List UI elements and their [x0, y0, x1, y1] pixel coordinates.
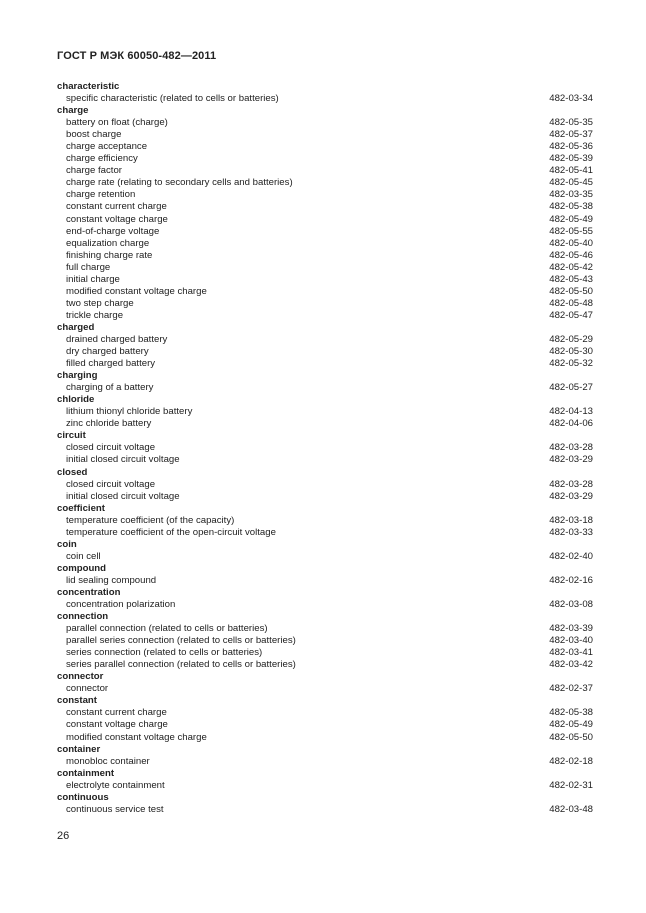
entry-code: 482-05-35 [549, 117, 593, 129]
entry-code: 482-03-18 [549, 514, 593, 526]
entry-term: parallel connection (related to cells or batteries) [66, 623, 268, 635]
index-entry [57, 382, 593, 394]
entry-term: lid sealing compound [66, 574, 157, 586]
index-entry [57, 310, 593, 322]
index-entry [57, 732, 593, 744]
entry-code: 482-05-47 [549, 309, 593, 321]
index-entry [57, 165, 593, 177]
entry-code: 482-02-16 [549, 574, 593, 586]
index-group [57, 768, 593, 792]
entry-term: monobloc container [66, 755, 150, 767]
index-entry [57, 527, 593, 539]
entry-term: end-of-charge voltage [66, 225, 160, 237]
index-entry [57, 418, 593, 430]
entry-term: constant voltage charge [66, 719, 168, 731]
index-entry [57, 177, 593, 189]
index-entry [57, 201, 593, 213]
entry-code: 482-05-41 [549, 165, 593, 177]
index-entry [57, 117, 593, 129]
entry-term: electrolyte containment [66, 779, 165, 791]
entry-code: 482-05-32 [549, 358, 593, 370]
index-keyword: constant [57, 695, 97, 707]
entry-term: dry charged battery [66, 346, 149, 358]
entry-code: 482-05-55 [549, 225, 593, 237]
entry-term: modified constant voltage charge [66, 285, 207, 297]
index-keyword: charged [57, 321, 95, 333]
entry-term: temperature coefficient (of the capacity) [66, 514, 235, 526]
index-group [57, 81, 593, 105]
index-group [57, 105, 593, 322]
index-entry [57, 274, 593, 286]
entry-term: full charge [66, 261, 111, 273]
index-group [57, 467, 593, 503]
entry-code: 482-05-46 [549, 249, 593, 261]
entry-code: 482-04-13 [549, 406, 593, 418]
index-entry [57, 442, 593, 454]
entry-code: 482-05-36 [549, 141, 593, 153]
entry-term: boost charge [66, 129, 122, 141]
entry-term: charge efficiency [66, 153, 138, 165]
entry-code: 482-03-35 [549, 189, 593, 201]
entry-code: 482-05-39 [549, 153, 593, 165]
index-entry [57, 334, 593, 346]
entry-term: concentration polarization [66, 599, 176, 611]
index-entry [57, 250, 593, 262]
index-group [57, 695, 593, 743]
entry-term: parallel series connection (related to cells or batteries) [66, 635, 296, 647]
index-entry [57, 551, 593, 563]
entry-code: 482-02-37 [549, 683, 593, 695]
entry-term: initial charge [66, 273, 120, 285]
entry-code: 482-05-48 [549, 297, 593, 309]
entry-code: 482-03-33 [549, 526, 593, 538]
index-group [57, 503, 593, 539]
entry-code: 482-03-29 [549, 490, 593, 502]
index-entry [57, 153, 593, 165]
index-keyword: compound [57, 562, 107, 574]
entry-term: closed circuit voltage [66, 442, 156, 454]
index-keyword: coefficient [57, 502, 105, 514]
index-group [57, 744, 593, 768]
entry-term: series parallel connection (related to cells or batteries) [66, 659, 296, 671]
page-header: ГОСТ Р МЭК 60050-482—2011 [57, 50, 217, 62]
entry-term: two step charge [66, 297, 134, 309]
entry-term: charge rate (relating to secondary cells and batteries) [66, 177, 293, 189]
entry-code: 482-03-40 [549, 635, 593, 647]
entry-code: 482-03-28 [549, 442, 593, 454]
entry-term: zinc chloride battery [66, 418, 152, 430]
entry-code: 482-05-50 [549, 731, 593, 743]
index-entry [57, 491, 593, 503]
entry-term: constant voltage charge [66, 213, 168, 225]
index-entry [57, 129, 593, 141]
index-group [57, 563, 593, 587]
index-group [57, 539, 593, 563]
index-keyword: connection [57, 611, 109, 623]
index-keyword: container [57, 743, 101, 755]
index-keyword: closed [57, 466, 88, 478]
index-entry [57, 93, 593, 105]
entry-term: modified constant voltage charge [66, 731, 207, 743]
index-entry [57, 479, 593, 491]
index-entry [57, 719, 593, 731]
index-entry [57, 599, 593, 611]
index-entry [57, 647, 593, 659]
index-entry [57, 623, 593, 635]
index-group [57, 430, 593, 466]
index-entry [57, 262, 593, 274]
entry-code: 482-04-06 [549, 418, 593, 430]
index-entry [57, 226, 593, 238]
index-entry [57, 358, 593, 370]
entry-code: 482-05-27 [549, 382, 593, 394]
entry-term: continuous service test [66, 803, 164, 815]
entry-code: 482-05-49 [549, 719, 593, 731]
entry-term: lithium thionyl chloride battery [66, 406, 193, 418]
entry-term: temperature coefficient of the open-circuit voltage [66, 526, 276, 538]
entry-term: filled charged battery [66, 358, 156, 370]
entry-term: charge factor [66, 165, 122, 177]
entry-term: specific characteristic (related to cells or batteries) [66, 93, 279, 105]
index-group [57, 671, 593, 695]
entry-code: 482-03-08 [549, 599, 593, 611]
index-entry [57, 238, 593, 250]
entry-term: initial closed circuit voltage [66, 454, 180, 466]
index-group [57, 322, 593, 370]
index-keyword: characteristic [57, 81, 120, 92]
entry-term: connector [66, 683, 109, 695]
index-entry [57, 189, 593, 201]
entry-code: 482-03-39 [549, 623, 593, 635]
entry-code: 482-05-37 [549, 129, 593, 141]
index-entry [57, 515, 593, 527]
index-entry [57, 286, 593, 298]
index-entry [57, 575, 593, 587]
entry-code: 482-03-29 [549, 454, 593, 466]
entry-term: closed circuit voltage [66, 478, 156, 490]
index-entry [57, 214, 593, 226]
entry-term: constant current charge [66, 201, 167, 213]
entry-code: 482-03-34 [549, 93, 593, 105]
entry-code: 482-05-50 [549, 285, 593, 297]
term-index [57, 81, 593, 816]
index-group [57, 611, 593, 671]
entry-code: 482-05-43 [549, 273, 593, 285]
index-entry [57, 756, 593, 768]
entry-term: battery on float (charge) [66, 117, 168, 129]
entry-term: charge acceptance [66, 141, 148, 153]
entry-code: 482-05-29 [549, 333, 593, 345]
entry-term: drained charged battery [66, 333, 168, 345]
index-keyword: containment [57, 767, 115, 779]
index-entry [57, 346, 593, 358]
index-entry [57, 635, 593, 647]
entry-code: 482-05-38 [549, 201, 593, 213]
index-keyword: concentration [57, 586, 121, 598]
entry-code: 482-02-40 [549, 550, 593, 562]
index-entry [57, 298, 593, 310]
index-entry [57, 141, 593, 153]
entry-term: charge retention [66, 189, 136, 201]
entry-code: 482-05-30 [549, 346, 593, 358]
index-keyword: continuous [57, 791, 109, 803]
page-number: 26 [57, 830, 70, 842]
index-group [57, 792, 593, 816]
entry-term: initial closed circuit voltage [66, 490, 180, 502]
index-keyword: coin [57, 538, 77, 550]
entry-code: 482-02-31 [549, 779, 593, 791]
entry-code: 482-03-48 [549, 803, 593, 815]
entry-code: 482-03-28 [549, 478, 593, 490]
entry-term: equalization charge [66, 237, 150, 249]
entry-code: 482-03-41 [549, 647, 593, 659]
entry-code: 482-03-42 [549, 659, 593, 671]
index-entry [57, 454, 593, 466]
index-keyword: charging [57, 370, 98, 382]
entry-term: series connection (related to cells or batteries) [66, 647, 263, 659]
index-group [57, 370, 593, 394]
index-entry [57, 683, 593, 695]
index-entry [57, 780, 593, 792]
entry-term: trickle charge [66, 309, 124, 321]
index-group [57, 587, 593, 611]
index-keyword: charge [57, 105, 89, 117]
entry-term: constant current charge [66, 707, 167, 719]
entry-code: 482-05-42 [549, 261, 593, 273]
index-entry [57, 804, 593, 816]
entry-code: 482-05-40 [549, 237, 593, 249]
entry-code: 482-02-18 [549, 755, 593, 767]
index-entry [57, 406, 593, 418]
index-entry [57, 707, 593, 719]
index-keyword: chloride [57, 394, 95, 406]
entry-code: 482-05-45 [549, 177, 593, 189]
entry-code: 482-05-49 [549, 213, 593, 225]
index-keyword: circuit [57, 430, 86, 442]
entry-term: charging of a battery [66, 382, 154, 394]
index-group [57, 394, 593, 430]
entry-term: finishing charge rate [66, 249, 153, 261]
index-keyword: connector [57, 671, 104, 683]
entry-code: 482-05-38 [549, 707, 593, 719]
entry-term: coin cell [66, 550, 101, 562]
index-entry [57, 659, 593, 671]
